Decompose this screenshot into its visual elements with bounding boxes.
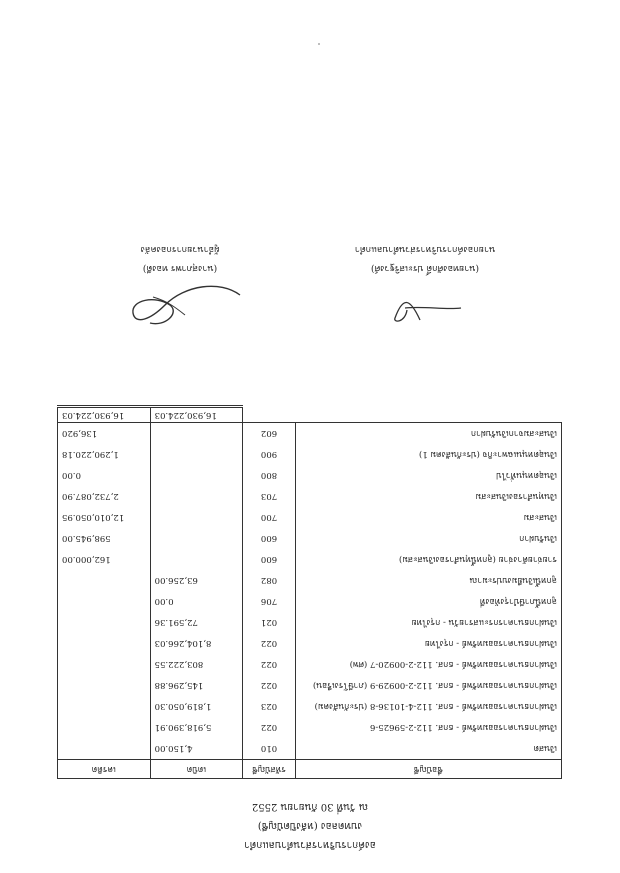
debit-cell bbox=[150, 528, 243, 549]
table-body bbox=[58, 423, 562, 760]
credit-cell bbox=[58, 612, 151, 633]
left-signature-scribble bbox=[125, 275, 245, 335]
table-row bbox=[58, 654, 562, 675]
credit-cell: 136,920 bbox=[58, 423, 151, 445]
debit-cell: 4,150.00 bbox=[150, 738, 243, 760]
left-signatory-name: (นางสุภาพร ทองดี) bbox=[142, 263, 218, 273]
account-name-cell: เงินรับฝาก bbox=[295, 528, 561, 549]
document-date: ณ วันที่ 30 กันยายน 2552 bbox=[251, 801, 369, 812]
credit-cell bbox=[58, 675, 151, 696]
debit-cell: 72,591.36 bbox=[150, 612, 243, 633]
credit-cell bbox=[58, 738, 151, 760]
debit-cell: 63,256.00 bbox=[150, 570, 243, 591]
column-header-account: ชื่อบัญชี bbox=[295, 760, 561, 779]
credit-cell: 598,945.00 bbox=[58, 528, 151, 549]
account-code-cell: 082 bbox=[243, 570, 296, 591]
debit-cell bbox=[150, 507, 243, 528]
account-name-cell: เงินทุนสำรองเงินสะสม bbox=[295, 486, 561, 507]
total-blank-cell bbox=[243, 407, 296, 423]
table-row bbox=[58, 717, 562, 738]
table-row bbox=[58, 444, 562, 465]
account-code-cell: 023 bbox=[243, 696, 296, 717]
column-header-code: รหัสบัญชี bbox=[243, 760, 296, 779]
total-blank-cell bbox=[295, 407, 561, 423]
debit-cell: 5,918,390.91 bbox=[150, 717, 243, 738]
credit-cell bbox=[58, 654, 151, 675]
total-debit: 16,930,224.03 bbox=[150, 407, 243, 423]
account-code-cell: 022 bbox=[243, 633, 296, 654]
account-name-cell: เงินฝากธนาคารออมทรัพย์ - ธกส. 112-2-00929-9 (ภาษีโรงเรือน) bbox=[295, 675, 561, 696]
account-code-cell: 022 bbox=[243, 717, 296, 738]
left-signatory-title: ผู้อำนวยการกองคลัง bbox=[140, 244, 220, 254]
right-signatory-title: นายกองค์การบริหารส่วนตำบลแกดำ bbox=[354, 244, 496, 254]
credit-cell: 162,000.00 bbox=[58, 549, 151, 570]
table-row bbox=[58, 486, 562, 507]
account-code-cell: 022 bbox=[243, 654, 296, 675]
column-header-debit: เดบิต bbox=[150, 760, 243, 779]
table-row bbox=[58, 591, 562, 612]
account-code-cell: 700 bbox=[243, 507, 296, 528]
account-code-cell: 900 bbox=[243, 444, 296, 465]
table-row bbox=[58, 570, 562, 591]
debit-cell bbox=[150, 423, 243, 445]
account-name-cell: ลูกหนี้ภาษีบำรุงท้องที่ bbox=[295, 591, 561, 612]
document-subtitle: งบทดลอง (หลังปิดบัญชี) bbox=[257, 820, 363, 831]
account-name-cell: เงินอุดหนุนทั่วไป bbox=[295, 465, 561, 486]
account-code-cell: 600 bbox=[243, 549, 296, 570]
account-name-cell: รายจ่ายค้างจ่าย (ลูกหนี้ทุนสำรองเงินสะสม) bbox=[295, 549, 561, 570]
credit-cell: 0.00 bbox=[58, 465, 151, 486]
account-code-cell: 021 bbox=[243, 612, 296, 633]
account-code-cell: 010 bbox=[243, 738, 296, 760]
total-row bbox=[58, 407, 562, 423]
credit-cell bbox=[58, 570, 151, 591]
debit-cell: 0.00 bbox=[150, 591, 243, 612]
debit-cell bbox=[150, 486, 243, 507]
table-row bbox=[58, 465, 562, 486]
account-code-cell: 022 bbox=[243, 675, 296, 696]
account-name-cell: ลูกหนี้เงินยืมงบประมาณ bbox=[295, 570, 561, 591]
debit-cell: 1,819,050.30 bbox=[150, 696, 243, 717]
account-code-cell: 600 bbox=[243, 528, 296, 549]
account-name-cell: เงินสะสม bbox=[295, 507, 561, 528]
debit-cell: 8,104,266.03 bbox=[150, 633, 243, 654]
credit-cell: 1,290,220.18 bbox=[58, 444, 151, 465]
credit-cell bbox=[58, 633, 151, 654]
total-credit: 16,930,224.03 bbox=[58, 407, 151, 423]
account-name-cell: เงินฝากธนาคารออมทรัพย์ - ธกส. 112-2-59625-6 bbox=[295, 717, 561, 738]
table-row bbox=[58, 612, 562, 633]
account-name-cell: เงินสะสมจากเงินรับฝาก bbox=[295, 423, 561, 445]
trial-balance-table bbox=[57, 405, 562, 779]
table-row bbox=[58, 507, 562, 528]
debit-cell: 803,222.55 bbox=[150, 654, 243, 675]
document-title: องค์การบริหารส่วนตำบลแกดำ bbox=[244, 839, 376, 850]
credit-cell bbox=[58, 591, 151, 612]
account-name-cell: เงินฝากธนาคารออมทรัพย์ - ธกส. 112-2-00920-7 (ศพ) bbox=[295, 654, 561, 675]
right-signature-scribble bbox=[385, 288, 465, 328]
debit-cell bbox=[150, 549, 243, 570]
credit-cell: 12,010,050.95 bbox=[58, 507, 151, 528]
scan-speck bbox=[318, 43, 320, 45]
account-code-cell: 706 bbox=[243, 591, 296, 612]
account-name-cell: เงินฝากธนาคารออมทรัพย์ - ธกส. 112-4-10136-8 (ประกันสังคม) bbox=[295, 696, 561, 717]
table-header-row bbox=[58, 760, 562, 779]
debit-cell bbox=[150, 465, 243, 486]
debit-cell: 145,296.88 bbox=[150, 675, 243, 696]
table-row bbox=[58, 549, 562, 570]
account-code-cell: 703 bbox=[243, 486, 296, 507]
account-name-cell: เงินอุดหนุนเฉพาะกิจ (ประกันสังคม 1) bbox=[295, 444, 561, 465]
table-row bbox=[58, 675, 562, 696]
table-row bbox=[58, 528, 562, 549]
credit-cell: 2,732,087.90 bbox=[58, 486, 151, 507]
credit-cell bbox=[58, 696, 151, 717]
table-row bbox=[58, 738, 562, 760]
credit-cell bbox=[58, 717, 151, 738]
account-name-cell: เงินสด bbox=[295, 738, 561, 760]
table-row bbox=[58, 633, 562, 654]
account-code-cell: 800 bbox=[243, 465, 296, 486]
table-row bbox=[58, 696, 562, 717]
table-row bbox=[58, 423, 562, 445]
account-name-cell: เงินฝากธนาคารกระแสรายวัน - กรุงไทย bbox=[295, 612, 561, 633]
account-name-cell: เงินฝากธนาคารออมทรัพย์ - กรุงไทย bbox=[295, 633, 561, 654]
column-header-credit: เครดิต bbox=[58, 760, 151, 779]
account-code-cell: 602 bbox=[243, 423, 296, 445]
debit-cell bbox=[150, 444, 243, 465]
right-signatory-name: (นายทองศักดิ์ ประเสริฐวงศ์) bbox=[371, 263, 480, 273]
